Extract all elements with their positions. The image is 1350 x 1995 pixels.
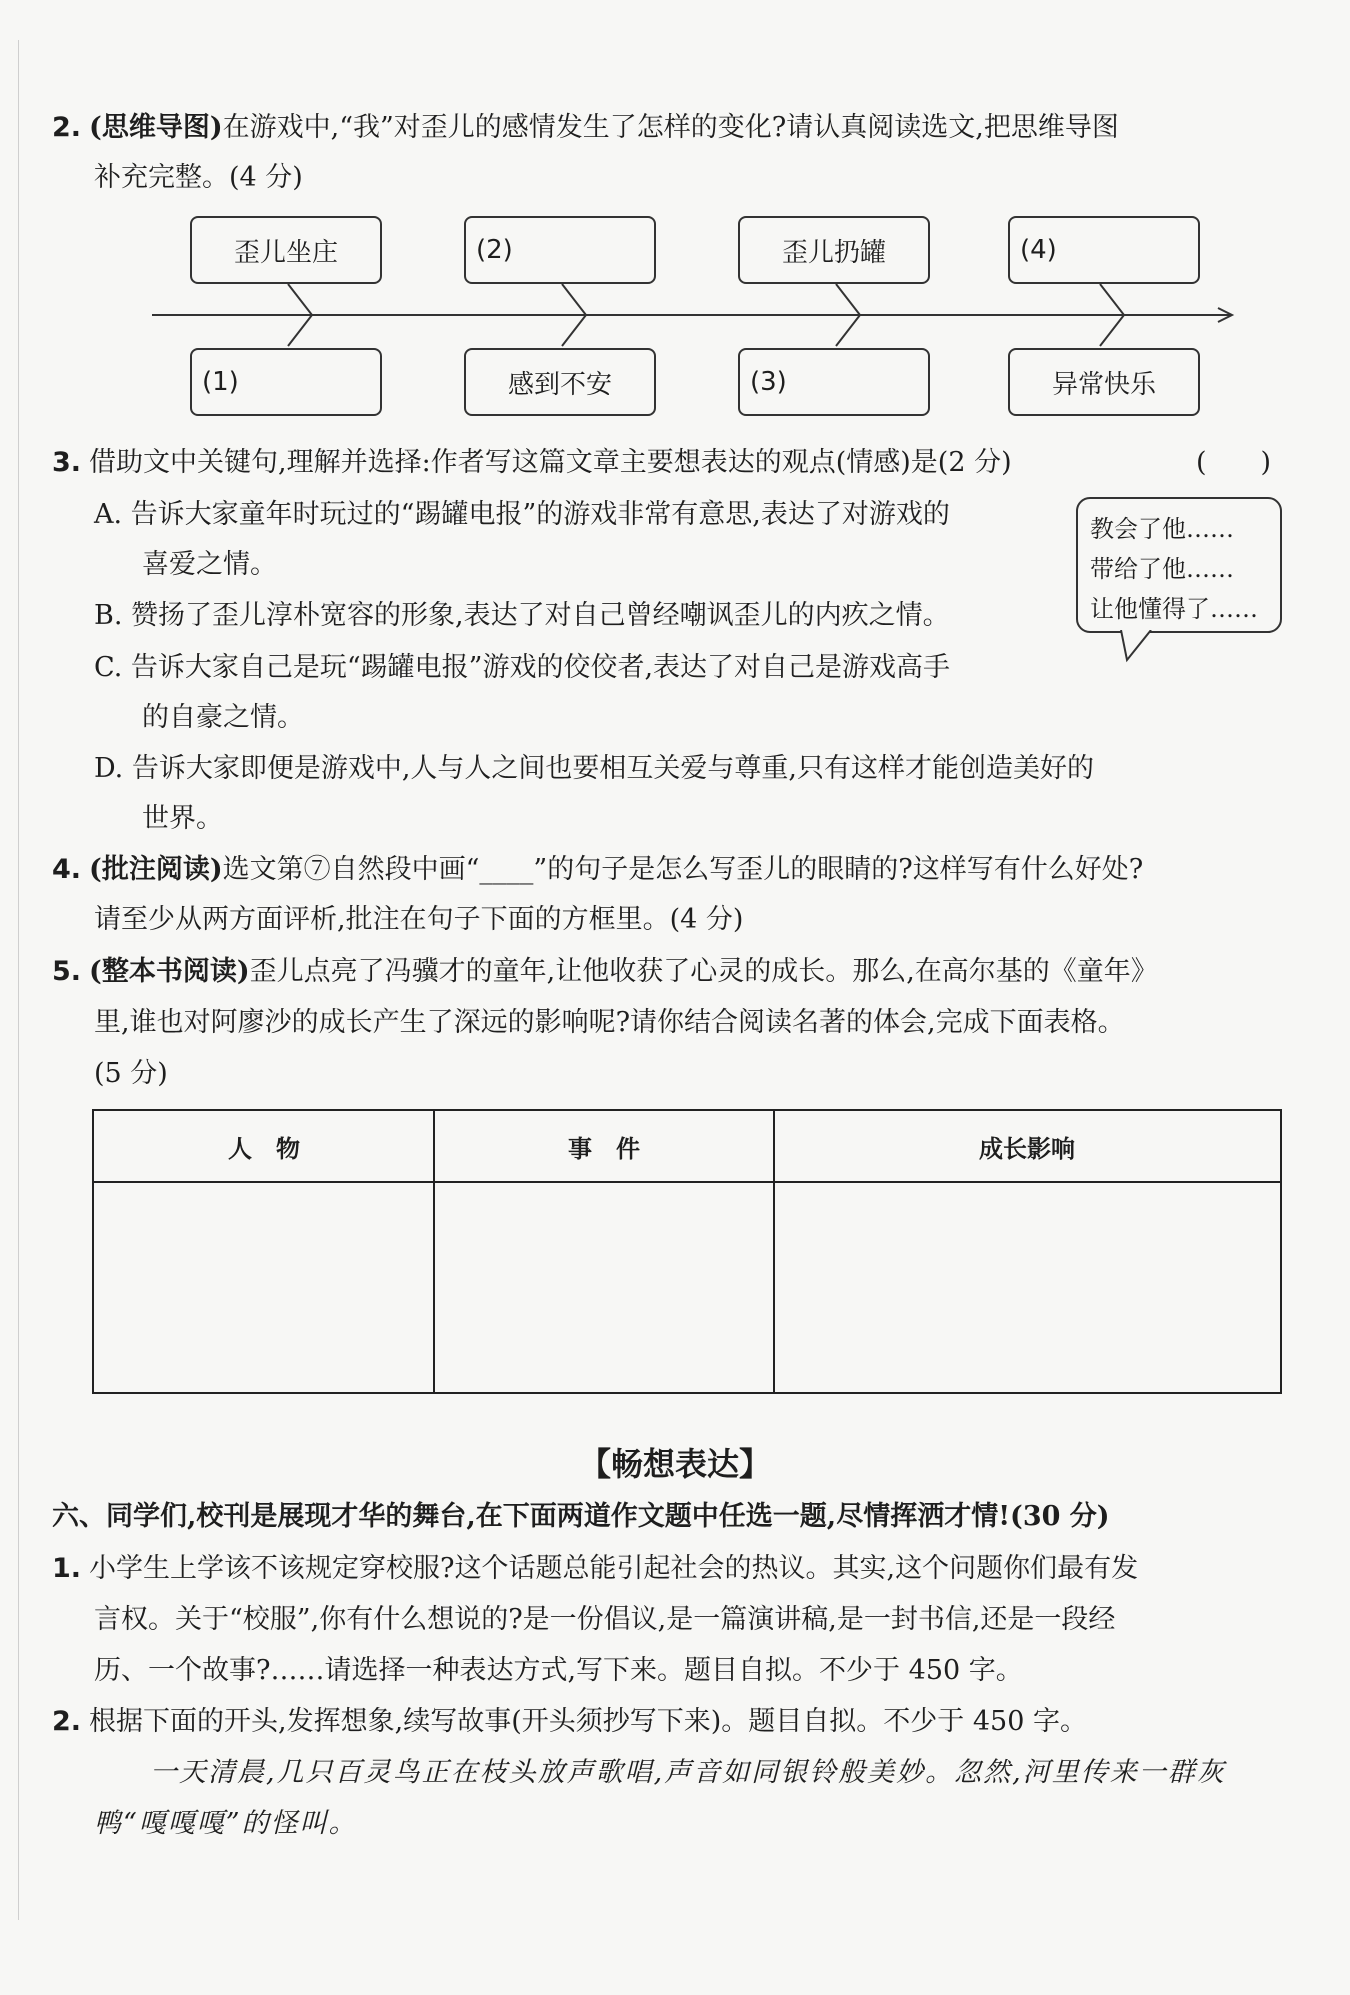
table-header-divider — [94, 1181, 1280, 1183]
essay1-line2: 言权。关于“校服”,你有什么想说的?是一份倡议,是一篇演讲稿,是一封书信,还是一段经 — [94, 1604, 1116, 1635]
q3-option-a-line2: 喜爱之情。 — [142, 549, 277, 580]
table-column-divider-1 — [433, 1111, 435, 1392]
mindmap-bottom-2: 感到不安 — [464, 348, 656, 416]
q3-option-d-line2: 世界。 — [142, 803, 223, 834]
q3-stem — [52, 443, 1012, 483]
q4-line2: 请至少从两方面评析,批注在句子下面的方框里。(4 分) — [94, 904, 744, 935]
q3-option-c-line2: 的自豪之情。 — [142, 702, 304, 733]
q3-option-c-line1: C. 告诉大家自己是玩“踢罐电报”游戏的佼佼者,表达了对自己是游戏高手 — [94, 652, 951, 683]
q3-answer-blank: ( ) — [1196, 447, 1272, 478]
q3-option-b: B. 赞扬了歪儿淳朴宽容的形象,表达了对自己曾经嘲讽歪儿的内疚之情。 — [94, 600, 950, 631]
mindmap-top-3: 歪儿扔罐 — [738, 216, 930, 284]
q4-line1 — [52, 850, 1143, 890]
table-column-divider-2 — [773, 1111, 775, 1392]
q3-stem-text: 借助文中关键句,理解并选择:作者写这篇文章主要想表达的观点(情感)是(2 分) — [89, 447, 1012, 478]
mindmap-bottom-4: 异常快乐 — [1008, 348, 1200, 416]
table-header-influence: 成长影响 — [979, 1134, 1075, 1163]
q3-number: 3. — [52, 447, 82, 478]
essay2-line1 — [52, 1702, 1087, 1742]
hint-line-2: 带给了他…… — [1090, 555, 1234, 583]
hint-line-3: 让他懂得了…… — [1090, 595, 1258, 623]
mindmap-top-4: (4) — [1008, 216, 1200, 284]
answer-table — [92, 1109, 1282, 1394]
q3-option-d-line1: D. 告诉大家即便是游戏中,人与人之间也要相互关爱与尊重,只有这样才能创造美好的 — [94, 753, 1095, 784]
q5-line1 — [52, 952, 1158, 992]
table-header-person: 人 物 — [228, 1134, 300, 1163]
mindmap-bottom-1: (1) — [190, 348, 382, 416]
q2-tag: (思维导图) — [89, 112, 223, 143]
essay1-number: 1. — [52, 1553, 82, 1584]
hint-speech-bubble — [1076, 497, 1282, 633]
essay1-line3: 历、一个故事?……请选择一种表达方式,写下来。题目自拟。不少于 450 字。 — [94, 1655, 1023, 1686]
q4-number: 4. — [52, 854, 82, 885]
q4-text: 选文第⑦自然段中画“____”的句子是怎么写歪儿的眼睛的?这样写有什么好处? — [222, 854, 1144, 885]
q4-tag: (批注阅读) — [89, 854, 223, 885]
section-title: 【畅想表达】 — [578, 1445, 771, 1483]
essay1-line1 — [52, 1549, 1138, 1589]
mindmap-top-2: (2) — [464, 216, 656, 284]
q5-tag: (整本书阅读) — [89, 956, 250, 987]
essay1-text: 小学生上学该不该规定穿校服?这个话题总能引起社会的热议。其实,这个问题你们最有发 — [89, 1553, 1139, 1584]
q2-number: 2. — [52, 112, 82, 143]
q2-text: 在游戏中,“我”对歪儿的感情发生了怎样的变化?请认真阅读选文,把思维导图 — [222, 112, 1119, 143]
mindmap-bottom-3: (3) — [738, 348, 930, 416]
section-heading: 六、同学们,校刊是展现才华的舞台,在下面两道作文题中任选一题,尽情挥洒才情!(30 分) — [52, 1501, 1110, 1532]
q5-number: 5. — [52, 956, 82, 987]
hint-line-1: 教会了他…… — [1090, 515, 1234, 543]
q5-line2: 里,谁也对阿廖沙的成长产生了深远的影响呢?请你结合阅读名著的体会,完成下面表格。 — [94, 1007, 1125, 1038]
essay2-text: 根据下面的开头,发挥想象,续写故事(开头须抄写下来)。题目自拟。不少于 450 字。 — [89, 1706, 1087, 1737]
mindmap-top-1: 歪儿坐庄 — [190, 216, 382, 284]
essay2-story-line2: 鸭“嘎嘎嘎”的怪叫。 — [94, 1808, 358, 1839]
table-header-event: 事 件 — [568, 1134, 640, 1163]
q5-text: 歪儿点亮了冯骥才的童年,让他收获了心灵的成长。那么,在高尔基的《童年》 — [249, 956, 1158, 987]
essay2-story-line1: 一天清晨,几只百灵鸟正在枝头放声歌唱,声音如同银铃般美妙。忽然,河里传来一群灰 — [150, 1757, 1226, 1788]
q3-option-a-line1: A. 告诉大家童年时玩过的“踢罐电报”的游戏非常有意思,表达了对游戏的 — [94, 499, 950, 530]
essay2-number: 2. — [52, 1706, 82, 1737]
q2-line2: 补充完整。(4 分) — [94, 162, 303, 193]
q5-line3: (5 分) — [94, 1058, 168, 1089]
bubble-tail — [1115, 630, 1159, 666]
